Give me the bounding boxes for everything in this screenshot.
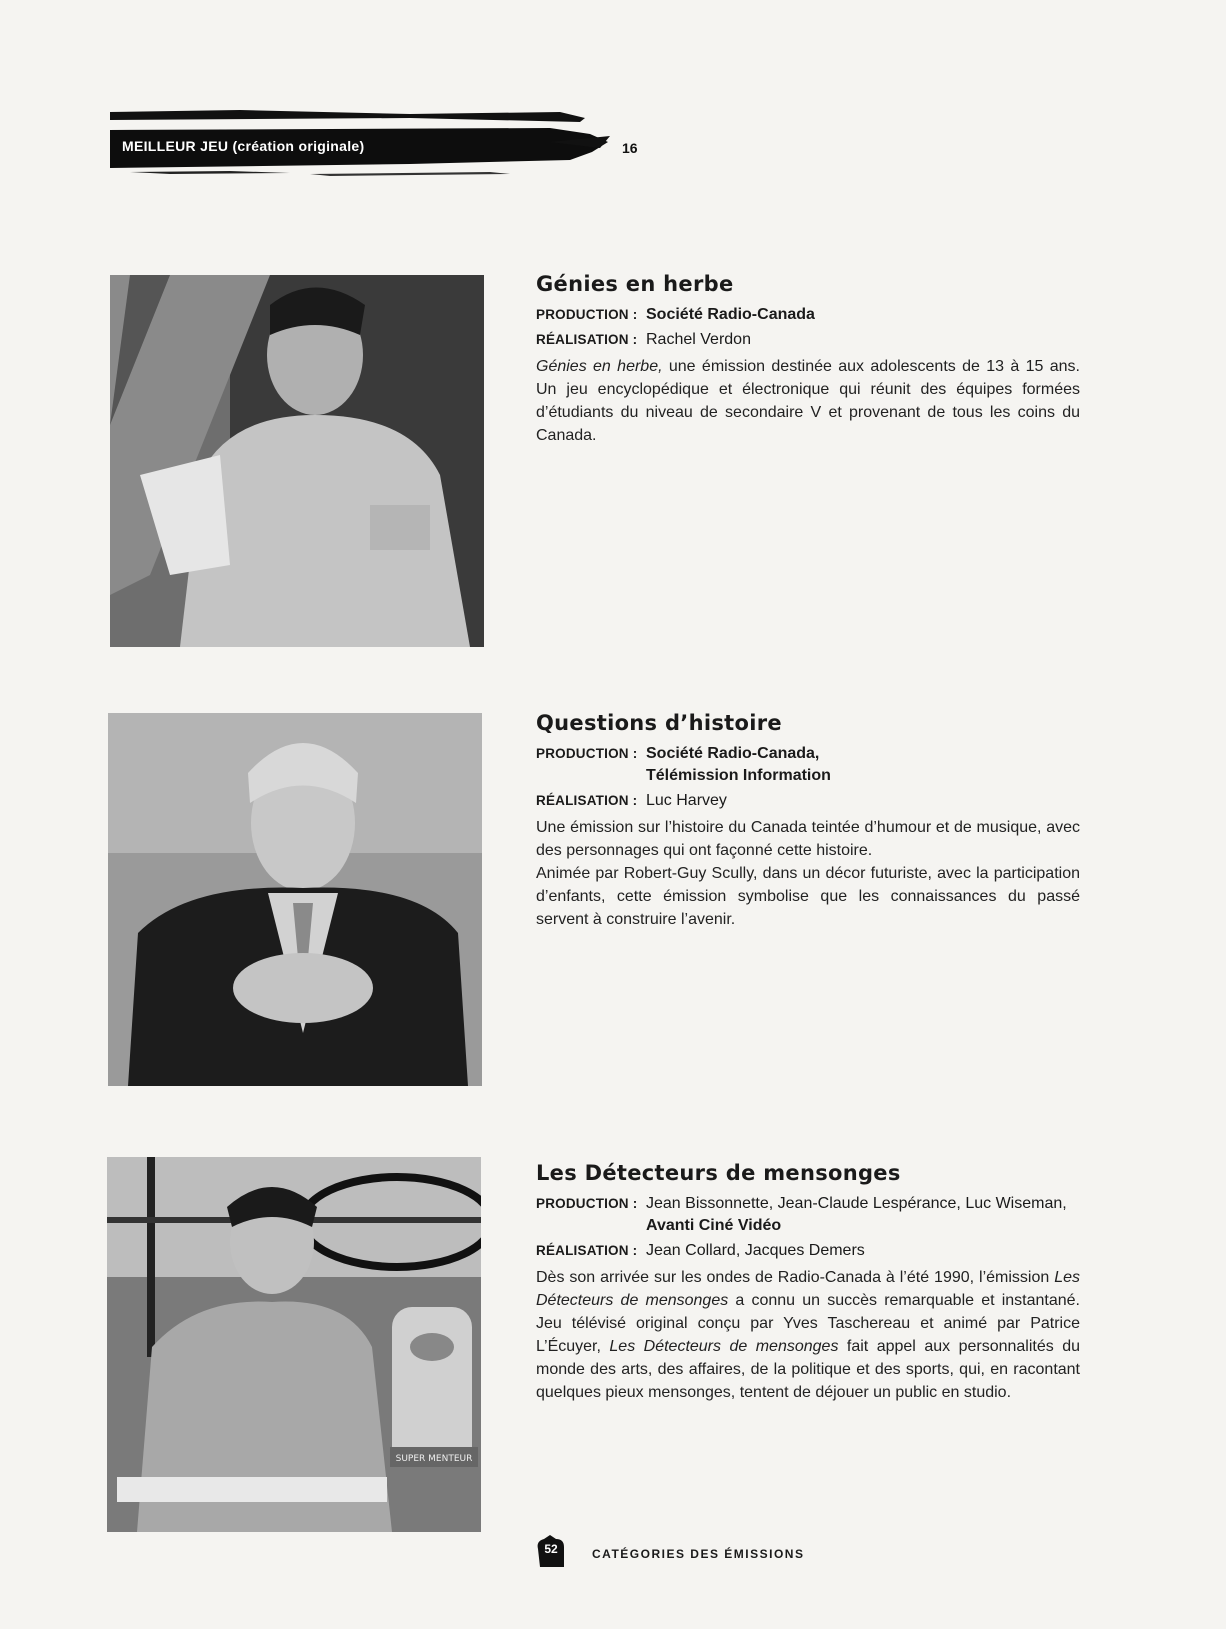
description-text: a connu un succès remarquable et instantané. Jeu télévisé original conçu par Yves Taschereau et animé par Patrice L’Écuyer, [536, 1292, 1080, 1355]
photo-questions-histoire [108, 713, 482, 1086]
production-value [646, 743, 1080, 787]
entry-detecteurs-mensonges [536, 1161, 1080, 1404]
page-number: 52 [544, 1542, 558, 1556]
production-label: PRODUCTION : [536, 307, 638, 322]
entry-title: Génies en herbe [536, 272, 734, 296]
entry-description [536, 816, 1080, 931]
production-row [536, 743, 1080, 787]
production-value [646, 304, 1080, 326]
realisation-row [536, 790, 1080, 812]
photo-genies-en-herbe [110, 275, 484, 647]
category-number: 16 [622, 140, 638, 156]
realisation-label: RÉALISATION : [536, 332, 638, 347]
entry-questions-histoire [536, 711, 1080, 931]
realisation-row [536, 329, 1080, 351]
production-line: Avanti Ciné Vidéo [646, 1217, 782, 1234]
category-title: MEILLEUR JEU (création originale) [122, 138, 365, 154]
production-value [646, 1193, 1080, 1237]
description-italic: Les Détecteurs de mensonges [536, 1269, 1080, 1309]
production-line: Société Radio-Canada, [646, 745, 820, 762]
description-italic: Génies en herbe, [536, 358, 663, 375]
description-italic: Les Détecteurs de mensonges [609, 1338, 839, 1355]
production-label: PRODUCTION : [536, 1196, 638, 1211]
realisation-value: Luc Harvey [646, 792, 727, 809]
production-line: Télémission Information [646, 767, 831, 784]
entry-description [536, 1266, 1080, 1404]
description-text: Dès son arrivée sur les ondes de Radio-Canada à l’été 1990, l’émission [536, 1269, 1055, 1286]
description-text: une émission destinée aux adolescents de 13 à 15 ans. Un jeu encyclopédique et électronique qui réunit des équipes formées d’étudiants du niveau de secondaire V et provenant de tous les coins du Canada. [536, 358, 1080, 444]
footer-section-title: CATÉGORIES DES ÉMISSIONS [592, 1547, 805, 1561]
description-paragraph: Animée par Robert-Guy Scully, dans un décor futuriste, avec la participation d’enfants, cette émission symbolise que les connaissances du passé servent à construire l’avenir. [536, 865, 1080, 928]
description-text: fait appel aux personnalités du monde des arts, des affaires, de la politique et des sports, qui, en racontant quelques pieux mensonges, tentent de déjouer un public en studio. [536, 1338, 1081, 1401]
realisation-value: Jean Collard, Jacques Demers [646, 1242, 865, 1259]
realisation-value: Rachel Verdon [646, 331, 751, 348]
photo-sign-text: SUPER MENTEUR [395, 1454, 473, 1464]
entry-title: Questions d’histoire [536, 711, 782, 735]
entry-genies-en-herbe [536, 272, 1080, 447]
photo-detecteurs-mensonges [107, 1157, 481, 1532]
realisation-row [536, 1240, 1080, 1262]
production-line: Société Radio-Canada [646, 306, 815, 323]
production-row [536, 304, 1080, 326]
entry-title: Les Détecteurs de mensonges [536, 1161, 901, 1185]
production-line: Jean Bissonnette, Jean-Claude Lespérance, Luc Wiseman, [646, 1195, 1067, 1212]
production-row [536, 1193, 1080, 1237]
realisation-label: RÉALISATION : [536, 793, 638, 808]
description-paragraph: Une émission sur l’histoire du Canada teintée d’humour et de musique, avec des personnages qui ont façonné cette histoire. [536, 819, 1080, 859]
realisation-label: RÉALISATION : [536, 1243, 638, 1258]
entry-description [536, 355, 1080, 447]
production-label: PRODUCTION : [536, 746, 638, 761]
